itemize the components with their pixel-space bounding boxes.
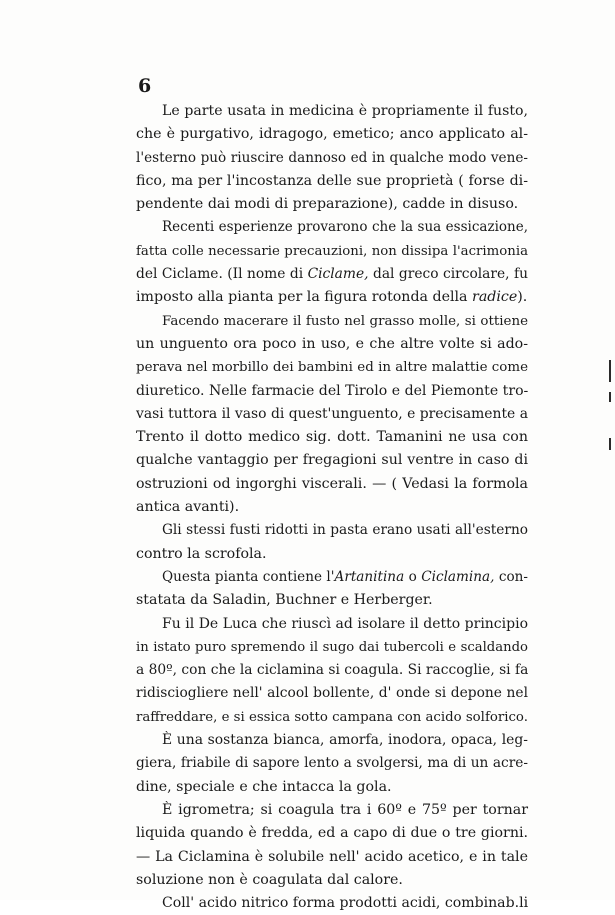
text-line bbox=[136, 380, 528, 403]
text-line bbox=[136, 613, 528, 636]
text-run: l'esterno può riuscire dannoso ed in qualche modo vene- bbox=[136, 149, 528, 166]
text-run: contro la scrofola. bbox=[136, 545, 267, 562]
text-run: fatta colle necessarie precauzioni, non dissipa l'acrimonia bbox=[136, 243, 528, 259]
page-edge-mark bbox=[609, 360, 611, 382]
text-run: È una sostanza bianca, amorfa, inodora, opaca, leg- bbox=[162, 732, 528, 749]
text-run: che è purgativo, idragogo, emetico; anco applicato al- bbox=[136, 126, 528, 143]
text-run: del Ciclame. (Il nome di bbox=[136, 266, 308, 283]
paragraph bbox=[136, 566, 528, 613]
text-line bbox=[136, 846, 528, 869]
text-line bbox=[136, 403, 528, 426]
text-run: Recenti esperienze provarono che la sua essicazione, bbox=[162, 219, 528, 236]
text-line bbox=[136, 706, 528, 729]
text-run: pendente dai modi di preparazione), cadde in disuso. bbox=[136, 196, 519, 213]
text-line bbox=[136, 123, 528, 146]
text-run: Questa pianta contiene l' bbox=[162, 568, 335, 585]
text-line bbox=[136, 426, 528, 449]
text-line bbox=[136, 333, 528, 356]
text-line bbox=[136, 263, 528, 286]
text-line bbox=[136, 869, 528, 892]
text-line bbox=[136, 799, 528, 822]
paragraph bbox=[136, 613, 528, 729]
text-run: giera, friabile di sapore lento a svolgersi, ma di un acre- bbox=[136, 755, 528, 772]
text-run: imposto alla pianta per la figura rotonda della bbox=[136, 289, 473, 306]
text-line bbox=[136, 449, 528, 472]
text-run: raffreddare, e si essica sotto campana con acido solforico. bbox=[136, 709, 528, 725]
text-line bbox=[136, 589, 528, 612]
text-run: Facendo macerare il fusto nel grasso molle, si ottiene bbox=[162, 313, 528, 329]
text-run: Le parte usata in medicina è propriamente il fusto, bbox=[162, 103, 528, 119]
text-run: diuretico. Nelle farmacie del Tirolo e del Piemonte tro- bbox=[136, 382, 529, 399]
text-run: qualche vantaggio per fregagioni sul ventre in caso di bbox=[136, 452, 528, 469]
paragraph bbox=[136, 519, 528, 566]
text-line bbox=[136, 776, 528, 799]
text-run: Trento il dotto medico sig. dott. Tamanini ne usa con bbox=[136, 429, 528, 446]
text-line bbox=[136, 543, 528, 566]
text-run: o bbox=[404, 568, 422, 585]
text-run: Fu il De Luca che riuscì ad isolare il detto principio bbox=[162, 615, 528, 632]
page-edge-mark bbox=[609, 438, 611, 450]
text-run: in istato puro spremendo il sugo dai tubercoli e scaldando bbox=[136, 639, 528, 655]
text-run: un unguento ora poco in uso, e che altre volte si ado- bbox=[136, 335, 528, 352]
paragraph bbox=[136, 729, 528, 799]
text-line bbox=[136, 752, 528, 775]
text-line bbox=[136, 170, 528, 193]
text-line bbox=[136, 496, 528, 519]
text-line bbox=[136, 566, 528, 589]
text-line bbox=[136, 473, 528, 496]
text-run: È igrometra; si coagula tra i 60º e 75º per tornar bbox=[162, 801, 528, 818]
text-line bbox=[136, 822, 528, 845]
text-run: fico, ma per l'incostanza delle sue proprietà ( forse di- bbox=[136, 172, 528, 189]
italic-term: radice bbox=[472, 289, 518, 306]
text-run: vasi tuttora il vaso di quest'unguento, e precisamente a bbox=[136, 405, 528, 422]
text-line bbox=[136, 682, 528, 705]
text-line bbox=[136, 216, 528, 239]
text-line bbox=[136, 240, 528, 263]
text-run: statata da Saladin, Buchner e Herberger. bbox=[136, 592, 433, 609]
text-run: antica avanti). bbox=[136, 499, 240, 516]
text-run: ostruzioni od ingorghi viscerali. — ( Vedasi la formola bbox=[136, 475, 528, 492]
text-run: liquida quando è fredda, ed a capo di due o tre giorni. bbox=[136, 825, 528, 842]
text-line bbox=[136, 147, 528, 170]
paragraph bbox=[136, 100, 528, 216]
italic-term: Artanitina bbox=[334, 568, 405, 585]
text-run: soluzione non è coagulata dal calore. bbox=[136, 871, 403, 888]
text-run: con- bbox=[494, 568, 529, 585]
text-line bbox=[136, 636, 528, 659]
paragraph bbox=[136, 799, 528, 892]
paragraph bbox=[136, 216, 528, 309]
text-line bbox=[136, 193, 528, 216]
text-line bbox=[136, 892, 528, 915]
text-line bbox=[136, 729, 528, 752]
italic-term: Ciclamina, bbox=[421, 568, 495, 585]
text-run: dine, speciale e che intacca la gola. bbox=[136, 778, 392, 795]
text-run: perava nel morbillo dei bambini ed in altre malattie come bbox=[136, 360, 528, 376]
text-run: — La Ciclamina è solubile nell' acido acetico, e in tale bbox=[136, 848, 528, 865]
text-run: Gli stessi fusti ridotti in pasta erano usati all'esterno bbox=[162, 522, 528, 539]
page-number: 6 bbox=[138, 75, 152, 97]
text-line bbox=[136, 356, 528, 379]
paragraph bbox=[136, 310, 528, 520]
italic-term: Ciclame, bbox=[307, 266, 369, 283]
text-run: ). bbox=[517, 289, 528, 306]
text-run: ridisciogliere nell' alcool bollente, d' onde si depone nel bbox=[136, 685, 528, 702]
text-line bbox=[136, 519, 528, 542]
text-run: dal greco circolare, fu bbox=[368, 266, 528, 283]
text-line bbox=[136, 659, 528, 682]
text-line bbox=[136, 310, 528, 333]
text-run: a 80º, con che la ciclamina si coagula. Si raccoglie, si fa bbox=[136, 662, 529, 679]
paragraph bbox=[136, 892, 528, 915]
page-edge-mark bbox=[609, 392, 611, 402]
body-text bbox=[136, 100, 528, 915]
text-line bbox=[136, 100, 528, 123]
text-run: Coll' acido nitrico forma prodotti acidi, combinab.li bbox=[162, 895, 529, 912]
text-line bbox=[136, 286, 528, 309]
